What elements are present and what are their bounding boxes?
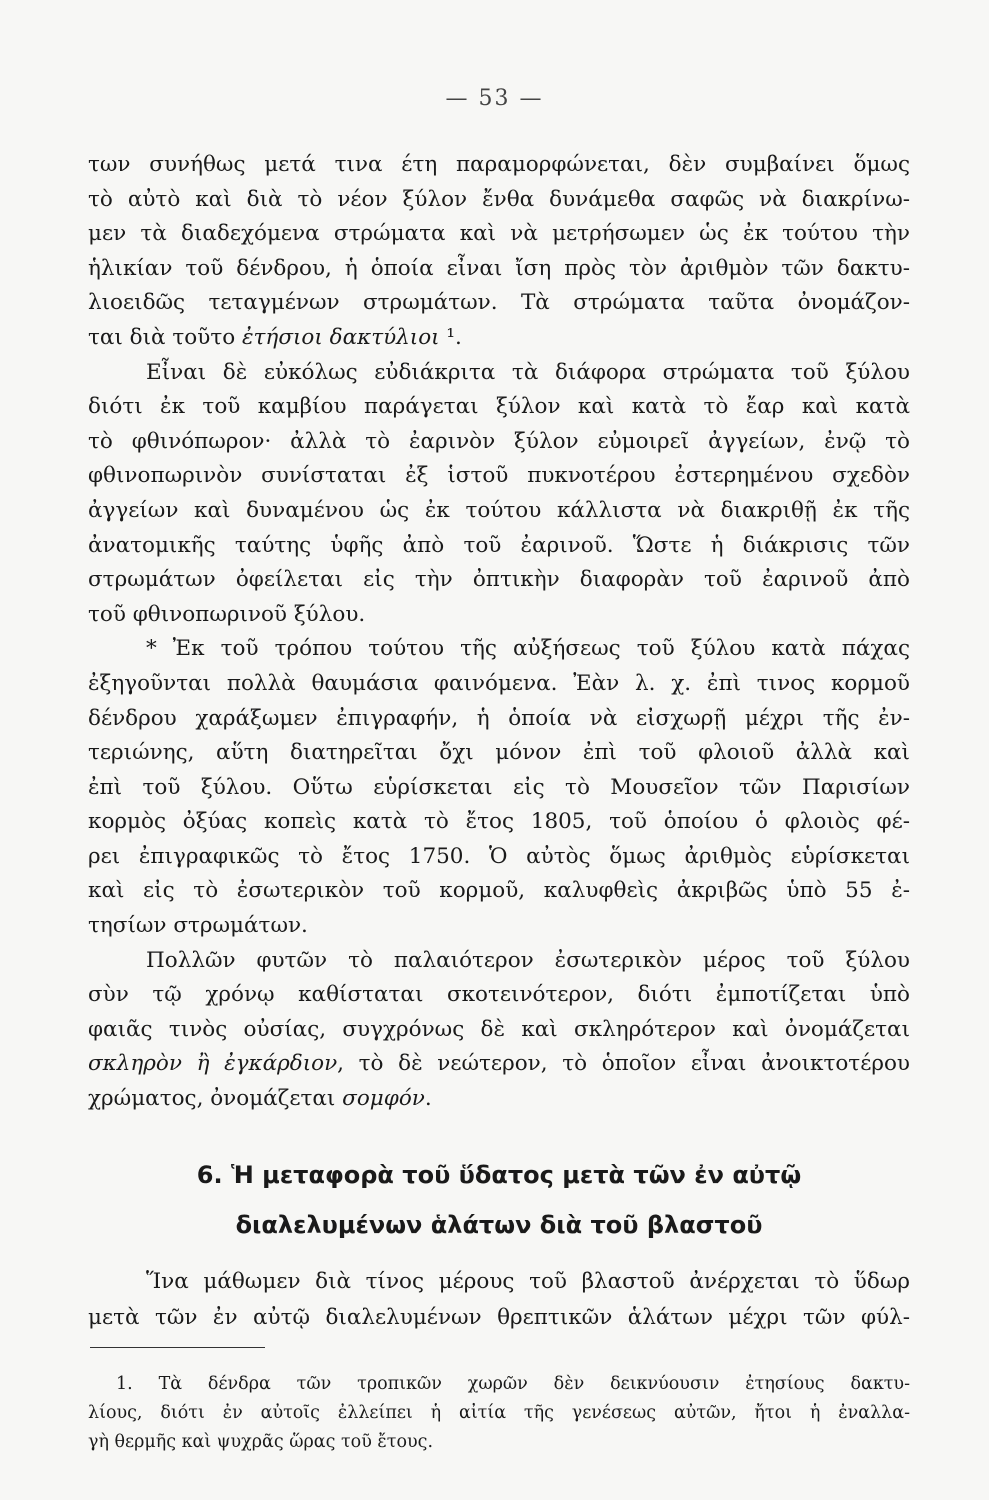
text-line: τὸ αὐτὸ καὶ διὰ τὸ νέον ξύλον ἔνθα δυνάμεθα σαφῶς νὰ διακρίνω-	[88, 186, 910, 212]
text-line: μετὰ τῶν ἐν αὐτῷ διαλελυμένων θρεπτικῶν ἁλάτων μέχρι τῶν φύλ-	[88, 1305, 910, 1330]
text-line: τὸ φθινόπωρον· ἀλλὰ τὸ ἐαρινὸν ξύλον εὐμοιρεῖ ἀγγείων, ἐνῷ τὸ	[88, 428, 910, 454]
footnote-divider	[90, 1347, 265, 1348]
text-fragment: ται διὰ τοῦτο	[88, 324, 242, 350]
text-line: ρει ἐπιγραφικῶς τὸ ἔτος 1750. Ὁ αὐτὸς ὅμως ἀριθμὸς εὑρίσκεται	[88, 843, 910, 869]
text-line: μεν τὰ διαδεχόμενα στρώματα καὶ νὰ μετρήσωμεν ὡς ἐκ τούτου τὴν	[88, 221, 910, 247]
text-line	[88, 1047, 910, 1082]
text-line: Πολλῶν φυτῶν τὸ παλαιότερον ἐσωτερικὸν μέρος τοῦ ξύλου	[146, 947, 910, 973]
text-line: Ἵνα μάθωμεν διὰ τίνος μέρους τοῦ βλαστοῦ ἀνέρχεται τὸ ὕδωρ	[146, 1269, 910, 1294]
text-fragment: .	[424, 1086, 432, 1112]
text-line: ἀνατομικῆς ταύτης ὑφῆς ἀπὸ τοῦ ἐαρινοῦ. Ὥστε ἡ διάκρισις τῶν	[88, 532, 910, 558]
text-line: δένδρου χαράξωμεν ἐπιγραφήν, ἡ ὁποία νὰ εἰσχωρῇ μέχρι τῆς ἐν-	[88, 705, 910, 731]
paragraph-1	[88, 148, 910, 356]
footnote	[88, 1370, 910, 1457]
page-number: — 53 —	[445, 86, 544, 111]
footnote-marker: ¹.	[439, 324, 462, 350]
text-line: φαιᾶς τινὸς οὐσίας, συγχρόνως δὲ καὶ σκληρότερον καὶ ὀνομάζεται	[88, 1016, 910, 1042]
text-line: ἐξηγοῦνται πολλὰ θαυμάσια φαινόμενα. Ἐὰν λ. χ. ἐπὶ τινος κορμοῦ	[88, 670, 910, 696]
text-line: διότι ἐκ τοῦ καμβίου παράγεται ξύλον καὶ κατὰ τὸ ἔαρ καὶ κατὰ	[88, 394, 910, 420]
text-line: τησίων στρωμάτων.	[88, 913, 308, 939]
italic-term: σομφόν	[342, 1086, 425, 1112]
footnote-line: γὴ θερμῆς καὶ ψυχρᾶς ὥρας τοῦ ἔτους.	[88, 1432, 434, 1452]
paragraph-3	[88, 632, 910, 943]
text-line: στρωμάτων ὀφείλεται εἰς τὴν ὀπτικὴν διαφορὰν τοῦ ἐαρινοῦ ἀπὸ	[88, 567, 910, 593]
text-line: φθινοπωρινὸν συνίσταται ἐξ ἱστοῦ πυκνοτέρου ἐστερημένου σχεδὸν	[88, 463, 910, 489]
text-line: των συνήθως μετά τινα έτη παραμορφώνεται, δὲν συμβαίνει ὅμως	[88, 152, 910, 177]
section-text	[88, 1264, 910, 1336]
text-line: κορμὸς ὀξύας κοπεὶς κατὰ τὸ ἔτος 1805, τοῦ ὁποίου ὁ φλοιὸς φέ-	[88, 809, 910, 835]
italic-term: ἐτήσιοι δακτύλιοι	[242, 324, 440, 350]
text-fragment: , τὸ δὲ νεώτερον, τὸ ὁποῖον εἶναι ἀνοικτοτέρου	[337, 1051, 910, 1077]
text-line: Εἶναι δὲ εὐκόλως εὐδιάκριτα τὰ διάφορα στρώματα τοῦ ξύλου	[146, 359, 910, 385]
text-line: τεριώνης, αὕτη διατηρεῖται ὄχι μόνον ἐπὶ τοῦ φλοιοῦ ἀλλὰ καὶ	[88, 740, 910, 766]
text-fragment: χρώματος, ὀνομάζεται	[88, 1086, 343, 1112]
text-line: ἀγγείων καὶ δυναμένου ὡς ἐκ τούτου κάλλιστα νὰ διακριθῇ ἐκ τῆς	[88, 497, 910, 523]
italic-term: σκληρὸν ἢ ἐγκάρδιον	[88, 1051, 338, 1077]
heading-line: διαλελυμένων ἁλάτων διὰ τοῦ βλαστοῦ	[235, 1211, 763, 1239]
text-line: λιοειδῶς τεταγμένων στρωμάτων. Τὰ στρώματα ταῦτα ὀνομάζον-	[88, 290, 910, 316]
text-line: σὺν τῷ χρόνῳ καθίσταται σκοτεινότερον, διότι ἐμποτίζεται ὑπὸ	[88, 982, 910, 1008]
text-line: ἡλικίαν τοῦ δένδρου, ἡ ὁποία εἶναι ἴση πρὸς τὸν ἀριθμὸν τῶν δακτυ-	[88, 255, 910, 281]
text-line: ἐπὶ τοῦ ξύλου. Οὕτω εὑρίσκεται εἰς τὸ Μουσεῖον τῶν Παρισίων	[88, 774, 910, 800]
text-line	[88, 1082, 910, 1117]
text-line: τοῦ φθινοπωρινοῦ ξύλου.	[88, 601, 366, 627]
text-line: καὶ εἰς τὸ ἐσωτερικὸν τοῦ κορμοῦ, καλυφθεὶς ἀκριβῶς ὑπὸ 55 ἐ-	[88, 878, 910, 904]
heading-line: 6. Ἡ μεταφορὰ τοῦ ὕδατος μετὰ τῶν ἐν αὐτῷ	[196, 1161, 802, 1189]
section-heading	[88, 1150, 910, 1250]
main-text	[88, 148, 910, 1117]
text-line	[88, 321, 910, 356]
footnote-line: λίους, διότι ἐν αὐτοῖς ἐλλείπει ἡ αἰτία τῆς γενέσεως αὐτῶν, ἤτοι ἡ ἐναλλα-	[88, 1403, 910, 1423]
paragraph-4	[88, 944, 910, 1117]
footnote-line: 1. Τὰ δένδρα τῶν τροπικῶν χωρῶν δὲν δεικνύουσιν ἐτησίους δακτυ-	[116, 1374, 910, 1394]
paragraph-2	[88, 356, 910, 633]
text-line: * Ἐκ τοῦ τρόπου τούτου τῆς αὐξήσεως τοῦ ξύλου κατὰ πάχας	[146, 636, 910, 662]
